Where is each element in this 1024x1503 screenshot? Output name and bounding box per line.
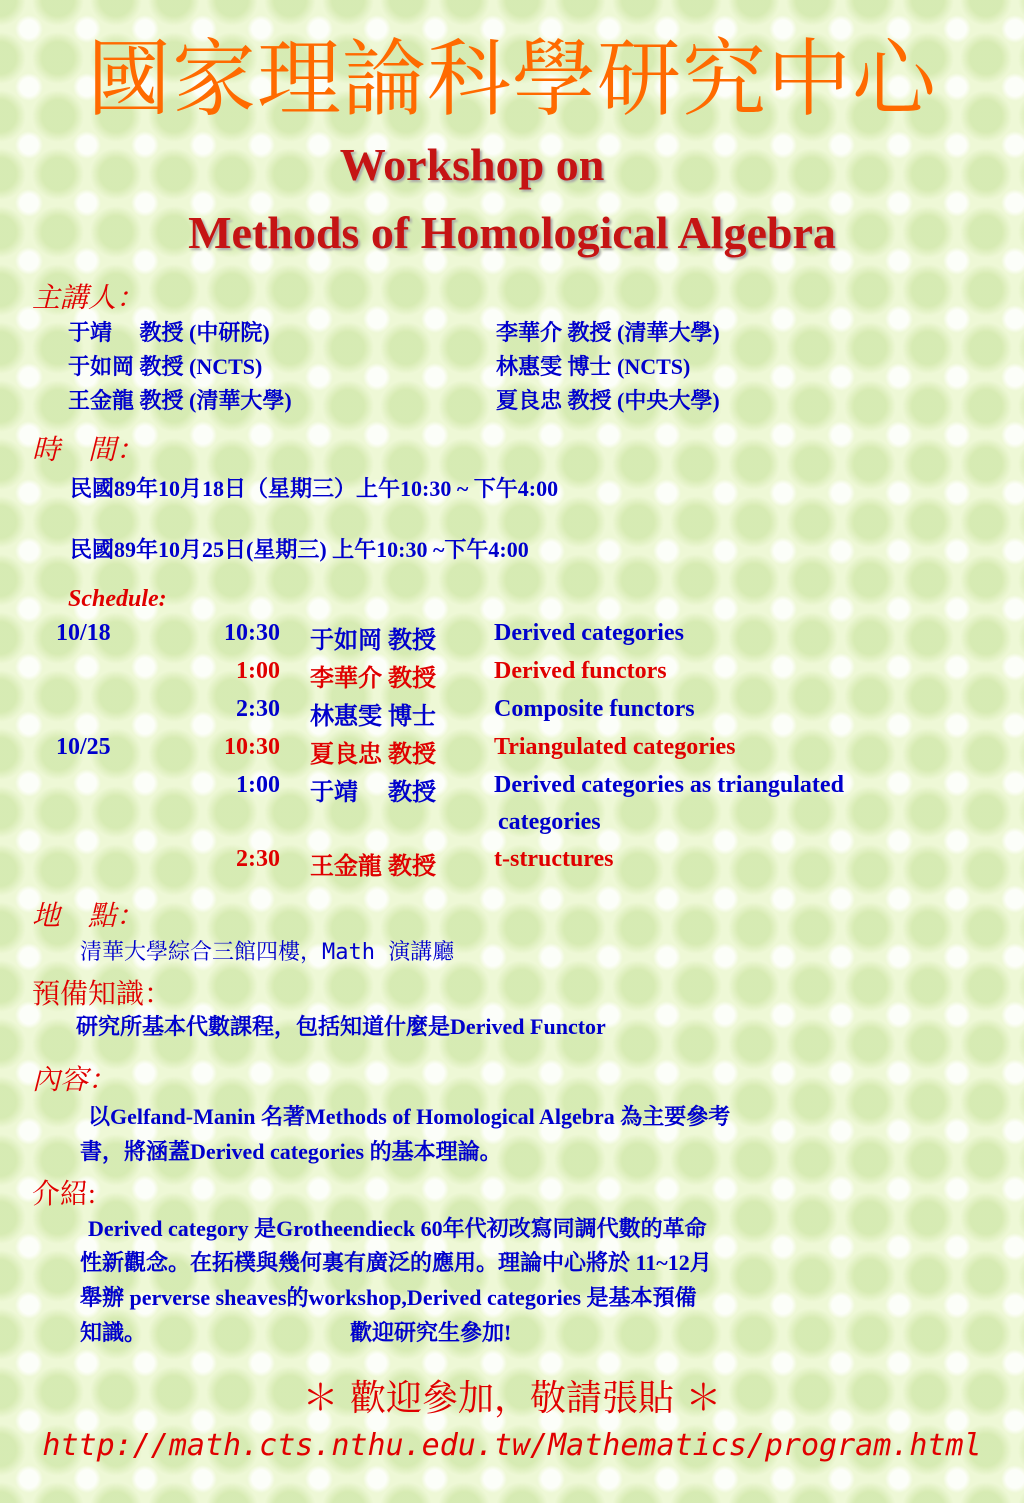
workshop-title-line2: Methods of Homological Algebra [188, 207, 836, 258]
schedule-topic: t-structures [494, 846, 614, 872]
schedule-topic: Triangulated categories [494, 734, 736, 760]
workshop-title-line1: Workshop on [339, 139, 605, 190]
speaker-left-1: 于靖 教授 (中研院) [68, 320, 270, 345]
schedule-time: 1:00 [236, 772, 280, 798]
intro-line-4b: 歡迎研究生參加! [350, 1320, 512, 1345]
time-line-1: 民國89年10月18日（星期三）上午10:30 ~ 下午4:00 [70, 476, 559, 501]
speaker-left-3: 王金龍 教授 (清華大學) [68, 388, 292, 413]
intro-line-4a: 知識。 [80, 1320, 147, 1345]
schedule-time: 1:00 [236, 658, 280, 684]
speaker-left-2: 于如岡 教授 (NCTS) [68, 354, 263, 379]
intro-line-1: Derived category 是Grotheendieck 60年代初改寫同調代數的革命 [88, 1216, 707, 1241]
time-label: 時 間： [32, 435, 145, 466]
speaker-right-1: 李華介 教授 (清華大學) [496, 320, 720, 345]
time-line-2: 民國89年10月25日(星期三) 上午10:30 ~下午4:00 [70, 537, 529, 562]
content-line-1: 以Gelfand-Manin 名著Methods of Homological Algebra 為主要參考 [88, 1104, 731, 1129]
prerequisite-label: 預備知識： [32, 979, 173, 1010]
prerequisite-text: 研究所基本代數課程，包括知道什麼是Derived Functor [76, 1014, 606, 1039]
schedule-topic: Derived functors [494, 658, 667, 684]
content-line-2: 書，將涵蓋Derived categories 的基本理論。 [80, 1139, 502, 1164]
schedule-label: Schedule: [68, 586, 167, 612]
schedule-topic: Derived categories [494, 620, 684, 646]
schedule-time: 2:30 [236, 696, 280, 722]
schedule-topic-continued: categories [498, 809, 601, 835]
schedule-date: 10/25 [56, 734, 111, 760]
schedule-time: 2:30 [236, 846, 280, 872]
schedule-time: 10:30 [224, 620, 280, 646]
speakers-label: 主講人： [32, 283, 145, 314]
schedule-date: 10/18 [56, 620, 111, 646]
speaker-right-2: 林惠雯 博士 (NCTS) [496, 354, 691, 379]
schedule-speaker: 李華介 教授 [310, 666, 436, 692]
venue-label: 地 點： [32, 901, 145, 932]
schedule-speaker: 于靖 教授 [310, 780, 436, 806]
schedule-topic: Composite functors [494, 696, 695, 722]
schedule-speaker: 于如岡 教授 [310, 628, 436, 654]
intro-line-2: 性新觀念。在拓樸與幾何裏有廣泛的應用。理論中心將於 11~12月 [80, 1250, 712, 1275]
speaker-right-3: 夏良忠 教授 (中央大學) [496, 388, 720, 413]
welcome-banner: ＊ 歡迎參加，敬請張貼 ＊ [302, 1378, 722, 1419]
program-url[interactable]: http://math.cts.nthu.edu.tw/Mathematics/program.html [42, 1428, 982, 1463]
content-label: 內容： [32, 1065, 117, 1096]
intro-label: 介紹: [32, 1179, 96, 1210]
venue-text: 清華大學綜合三館四樓，Math 演講廳 [80, 940, 455, 965]
center-name-title: 國家理論科學研究中心 [86, 30, 937, 128]
schedule-speaker: 林惠雯 博士 [310, 704, 436, 730]
schedule-speaker: 王金龍 教授 [310, 854, 436, 880]
intro-line-3: 舉辦 perverse sheaves的workshop,Derived categories 是基本預備 [80, 1285, 697, 1310]
schedule-time: 10:30 [224, 734, 280, 760]
schedule-speaker: 夏良忠 教授 [310, 742, 436, 768]
schedule-topic: Derived categories as triangulated [494, 772, 844, 798]
